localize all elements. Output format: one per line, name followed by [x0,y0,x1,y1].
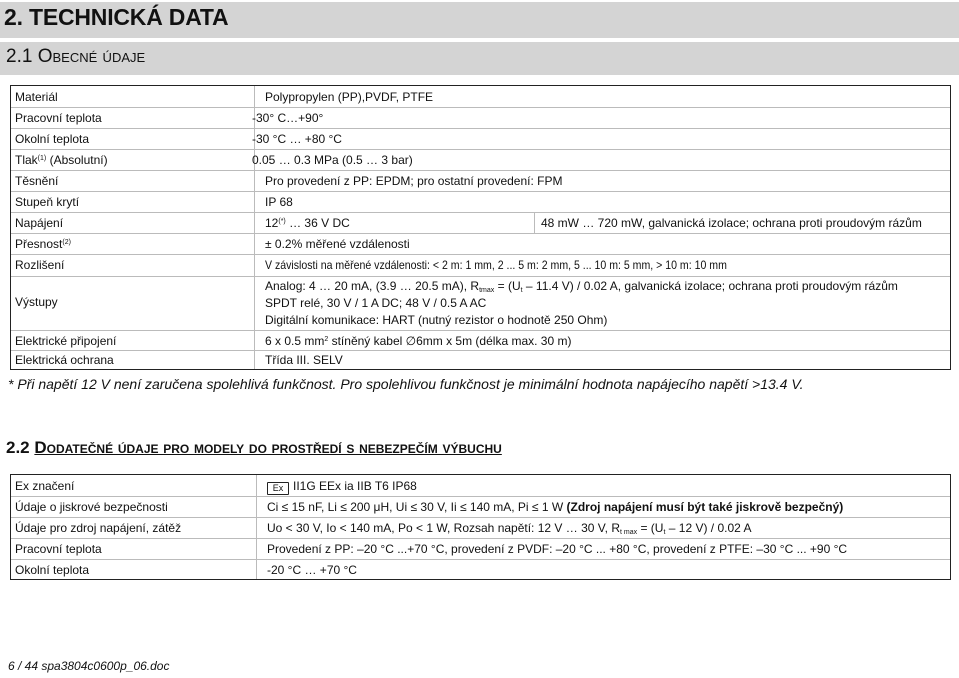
value-outputs-analog [265,279,898,293]
value-outputs-hart: Digitální komunikace: HART (nutný rezistor o hodnotě 250 Ohm) [265,313,608,327]
row-divider [11,538,950,539]
value-ex-working-temp: Provedení z PP: –20 °C ...+70 °C, provedení z PVDF: –20 °C ... +80 °C, provedení z PTFE: –30 °C ... +90 °C [267,542,848,556]
value-resolution: V závislosti na měřené vzdálenosti: < 2 m: 1 mm, 2 ... 5 m: 2 mm, 5 ... 10 m: 5 mm, > 10 m: 10 mm [265,258,727,272]
subscript: t [663,529,666,536]
value-power-consumption: 48 mW … 720 mW, galvanická izolace; ochrana proti proudovým rázům [541,216,922,230]
label-electrical-connection: Elektrické připojení [15,334,117,348]
value-ambient-temp: -30 °C … +80 °C [252,132,342,146]
label-material: Materiál [15,90,58,104]
footnote-ref: (*) [278,218,286,225]
section-title: Dodatečné údaje pro modely do prostředí s nebezpečím výbuchu [34,438,502,457]
label-accuracy-text: Přesnost [15,237,63,251]
label-accuracy [15,237,71,251]
safety-note: (Zdroj napájení musí být také jiskrově bezpečný) [566,500,844,514]
plus-minus-sign: ± [265,237,272,251]
general-data-table [10,85,951,370]
row-divider [11,128,950,129]
row-divider [11,254,950,255]
analog-text: Analog: 4 … 20 mA, (3.9 … 20.5 mA), R [265,279,480,293]
column-divider [534,212,535,233]
value-outputs-relay: SPDT relé, 30 V / 1 A DC; 48 V / 0.5 A AC [265,296,487,310]
label-seals: Těsnění [15,174,59,188]
analog-text-post: – 11.4 V) / 0.02 A, galvanická izolace; ochrana proti proudovým rázům [522,279,898,293]
conn-text-post: stíněný kabel ∅6mm x 5m (délka max. 30 m) [328,334,572,348]
subscript: tmax [479,287,495,294]
conn-text: 6 x 0.5 mm [265,334,325,348]
row-divider [11,149,950,150]
section-2-1-heading [6,46,145,68]
ex-marking-text: II1G EEx ia IIB T6 IP68 [293,479,417,493]
label-pressure-text: Tlak [15,153,38,167]
value-protection: IP 68 [265,195,293,209]
value-ex-marking [267,479,417,495]
subscript: t max [620,529,638,536]
value-accuracy [265,237,410,251]
ex-symbol-icon: Ex [267,482,289,495]
row-divider [11,233,950,234]
value-accuracy-text: 0.2% měřené vzdálenosti [271,237,410,251]
row-divider [11,517,950,518]
section-number: 2.1 [6,46,33,67]
column-divider [256,475,257,579]
value-electrical-connection [265,334,571,348]
value-seals: Pro provedení z PP: EPDM; pro ostatní provedení: FPM [265,174,563,188]
label-resolution: Rozlišení [15,258,65,272]
value-electrical-protection: Třída III. SELV [265,353,343,367]
row-divider [11,276,950,277]
section-number: 2.2 [6,438,30,457]
label-electrical-protection: Elektrická ochrana [15,353,114,367]
section-2-2-heading [6,438,502,458]
label-ambient-temp: Okolní teplota [15,132,90,146]
value-material: Polypropylen (PP),PVDF, PTFE [265,90,434,104]
value-power-rest: … 36 V DC [285,216,350,230]
ex-data-table [10,474,951,580]
row-divider [11,330,950,331]
row-divider [11,212,950,213]
label-ex-marking: Ex značení [15,479,75,493]
row-divider [11,559,950,560]
value-power-supply-load [267,521,751,535]
label-pressure [15,153,108,167]
label-ex-ambient-temp: Okolní teplota [15,563,90,577]
value-power-main: 12 [265,216,279,230]
value-ex-ambient-temp: -20 °C … +70 °C [267,563,357,577]
row-divider [11,107,950,108]
label-working-temp: Pracovní teplota [15,111,102,125]
label-ex-working-temp: Pracovní teplota [15,542,102,556]
safety-text: Ci ≤ 15 nF, Li ≤ 200 μH, Ui ≤ 30 V, Ii ≤ 140 mA, Pi ≤ 1 W [267,500,567,514]
footnote-ref: (2) [62,239,71,246]
label-power-supply-load: Údaje pro zdroj napájení, zátěž [15,521,182,535]
row-divider [11,191,950,192]
value-power [265,216,350,230]
label-power: Napájení [15,216,64,230]
row-divider [11,170,950,171]
supply-text-mid: = (U [637,521,664,535]
row-divider [11,496,950,497]
row-divider [11,350,950,351]
footnote-ref: (1) [37,155,47,162]
label-outputs: Výstupy [15,295,58,309]
footnote: * Při napětí 12 V není zaručena spolehlivá funkčnost. Pro spolehlivou funkčnost je minimální hodnota napájecího napětí >13.4 V. [8,376,804,392]
page-title: 2. TECHNICKÁ DATA [4,4,229,30]
subscript: t [520,287,523,294]
analog-text-mid: = (U [494,279,521,293]
page-footer: 6 / 44 spa3804c0600p_06.doc [8,659,170,673]
superscript: 2 [324,336,329,343]
supply-text: Uo < 30 V, Io < 140 mA, Po < 1 W, Rozsah napětí: 12 V … 30 V, R [267,521,620,535]
label-protection: Stupeň krytí [15,195,80,209]
value-intrinsic-safety [267,500,843,514]
supply-text-post: – 12 V) / 0.02 A [665,521,752,535]
label-intrinsic-safety: Údaje o jiskrové bezpečnosti [15,500,168,514]
section-title: Obecné údaje [37,46,146,67]
value-working-temp: -30° C…+90° [252,111,324,125]
value-pressure: 0.05 … 0.3 MPa (0.5 … 3 bar) [252,153,413,167]
label-pressure-rest: (Absolutní) [46,153,108,167]
